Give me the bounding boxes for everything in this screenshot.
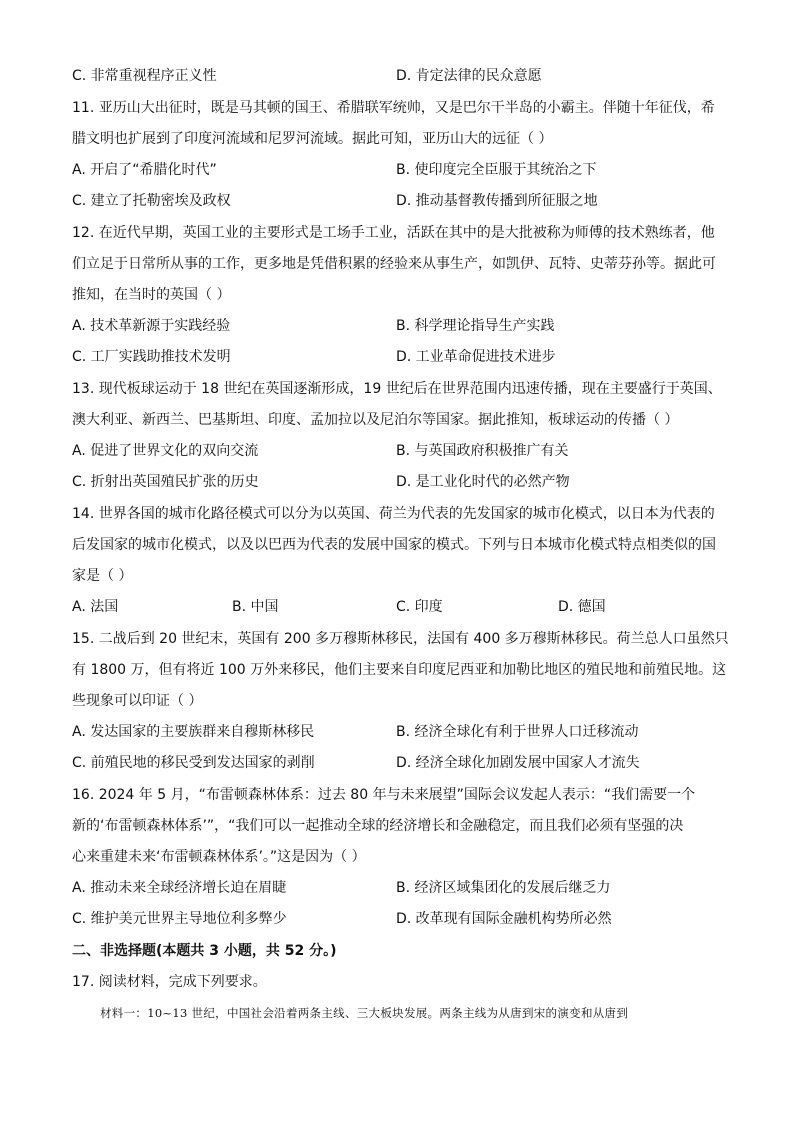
q13-option-c[interactable]: C. 折射出英国殖民扩张的历史 bbox=[72, 474, 259, 490]
q13-option-d[interactable]: D. 是工业化时代的必然产物 bbox=[396, 474, 570, 490]
q12-option-b[interactable]: B. 科学理论指导生产实践 bbox=[396, 318, 555, 334]
q17-material-1: 材料一：10~13 世纪，中国社会沿着两条主线、三大板块发展。两条主线为从唐到宋的演变和从唐到 bbox=[100, 1006, 629, 1020]
q12-stem-line-1: 12. 在近代早期，英国工业的主要形式是工场手工业，活跃在其中的是大批被称为师傅的技术熟练者，他 bbox=[72, 225, 715, 241]
q13-option-a[interactable]: A. 促进了世界文化的双向交流 bbox=[72, 443, 259, 459]
q15-options-row-2 bbox=[72, 753, 722, 773]
q16-option-c[interactable]: C. 维护美元世界主导地位利多弊少 bbox=[72, 911, 287, 927]
q14-stem-line-1: 14. 世界各国的城市化路径模式可以分为以英国、荷兰为代表的先发国家的城市化模式，以日本为代表的 bbox=[72, 506, 715, 522]
q13-option-b[interactable]: B. 与英国政府积极推广有关 bbox=[396, 443, 569, 459]
q16-stem-line-2: 新的‘布雷顿森林体系’”，“我们可以一起推动全球的经济增长和金融稳定，而且我们必须有坚强的决 bbox=[72, 818, 684, 834]
q16-stem-line-1: 16. 2024 年 5 月，“布雷顿森林体系：过去 80 年与未来展望”国际会议发起人表示：“我们需要一个 bbox=[72, 787, 696, 803]
q16-option-d[interactable]: D. 改革现有国际金融机构势所必然 bbox=[396, 911, 612, 927]
q15-option-d[interactable]: D. 经济全球化加剧发展中国家人才流失 bbox=[396, 755, 640, 771]
q11-stem-line-1: 11. 亚历山大出征时，既是马其顿的国王、希腊联军统帅，又是巴尔干半岛的小霸主。伴随十年征伐，希 bbox=[72, 100, 715, 116]
q12-options-row-1 bbox=[72, 316, 722, 336]
q13-stem-line-1: 13. 现代板球运动于 18 世纪在英国逐渐形成，19 世纪后在世界范围内迅速传播，现在主要盛行于英国、 bbox=[72, 381, 722, 397]
q14-options-row bbox=[72, 597, 722, 617]
q16-stem-line-3: 心来重建未来‘布雷顿森林体系’。”这是因为（ ） bbox=[72, 849, 366, 865]
q12-options-row-2 bbox=[72, 347, 722, 367]
q11-option-a[interactable]: A. 开启了“希腊化时代” bbox=[72, 162, 217, 178]
q13-options-row-1 bbox=[72, 441, 722, 461]
q11-options-row-2 bbox=[72, 191, 722, 211]
q14-option-a[interactable]: A. 法国 bbox=[72, 599, 119, 615]
q12-stem-line-2: 们立足于日常所从事的工作，更多地是凭借积累的经验来从事生产，如凯伊、瓦特、史蒂芬孙等。据此可 bbox=[72, 256, 716, 272]
q12-stem-line-3: 推知，在当时的英国（ ） bbox=[72, 287, 231, 303]
q14-option-d[interactable]: D. 德国 bbox=[558, 599, 606, 615]
q16-options-row-2 bbox=[72, 909, 722, 929]
q15-stem-line-1: 15. 二战后到 20 世纪末，英国有 200 多万穆斯林移民，法国有 400 多万穆斯林移民。荷兰总人口虽然只 bbox=[72, 631, 729, 647]
q13-options-row-2 bbox=[72, 472, 722, 492]
q11-option-c[interactable]: C. 建立了托勒密埃及政权 bbox=[72, 193, 231, 209]
q13-stem-line-2: 澳大利亚、新西兰、巴基斯坦、印度、孟加拉以及尼泊尔等国家。据此推知，板球运动的传播（ ） bbox=[72, 412, 679, 428]
q12-option-a[interactable]: A. 技术革新源于实践经验 bbox=[72, 318, 231, 334]
q14-stem-line-2: 后发国家的城市化模式，以及以巴西为代表的发展中国家的模式。下列与日本城市化模式特点相类似的国 bbox=[72, 537, 716, 553]
q11-stem-line-2: 腊文明也扩展到了印度河流域和尼罗河流域。据此可知，亚历山大的远征（ ） bbox=[72, 131, 553, 147]
q10-option-d[interactable]: D. 肯定法律的民众意愿 bbox=[396, 68, 542, 84]
q15-option-a[interactable]: A. 发达国家的主要族群来自穆斯林移民 bbox=[72, 724, 315, 740]
q12-option-d[interactable]: D. 工业革命促进技术进步 bbox=[396, 349, 556, 365]
q15-options-row-1 bbox=[72, 722, 722, 742]
q12-option-c[interactable]: C. 工厂实践助推技术发明 bbox=[72, 349, 231, 365]
q16-option-b[interactable]: B. 经济区域集团化的发展后继乏力 bbox=[396, 880, 611, 896]
section-2-heading: 二、非选择题(本题共 3 小题，共 52 分。) bbox=[72, 943, 337, 959]
q11-option-d[interactable]: D. 推动基督教传播到所征服之地 bbox=[396, 193, 598, 209]
q11-options-row-1 bbox=[72, 160, 722, 180]
q17-stem: 17. 阅读材料，完成下列要求。 bbox=[72, 974, 267, 990]
q11-option-b[interactable]: B. 使印度完全臣服于其统治之下 bbox=[396, 162, 597, 178]
q15-option-c[interactable]: C. 前殖民地的移民受到发达国家的剥削 bbox=[72, 755, 315, 771]
q15-stem-line-2: 有 1800 万，但有将近 100 万外来移民，他们主要来自印度尼西亚和加勒比地区的殖民地和前殖民地。这 bbox=[72, 662, 727, 678]
q14-option-b[interactable]: B. 中国 bbox=[232, 599, 279, 615]
q10-option-c[interactable]: C. 非常重视程序正义性 bbox=[72, 68, 217, 84]
q15-option-b[interactable]: B. 经济全球化有利于世界人口迁移流动 bbox=[396, 724, 639, 740]
q14-option-c[interactable]: C. 印度 bbox=[396, 599, 443, 615]
q15-stem-line-3: 些现象可以印证（ ） bbox=[72, 693, 203, 709]
q16-option-a[interactable]: A. 推动未来全球经济增长迫在眉睫 bbox=[72, 880, 287, 896]
q16-options-row-1 bbox=[72, 878, 722, 898]
q14-stem-line-3: 家是（ ） bbox=[72, 568, 133, 584]
q10-options-row bbox=[72, 66, 722, 86]
